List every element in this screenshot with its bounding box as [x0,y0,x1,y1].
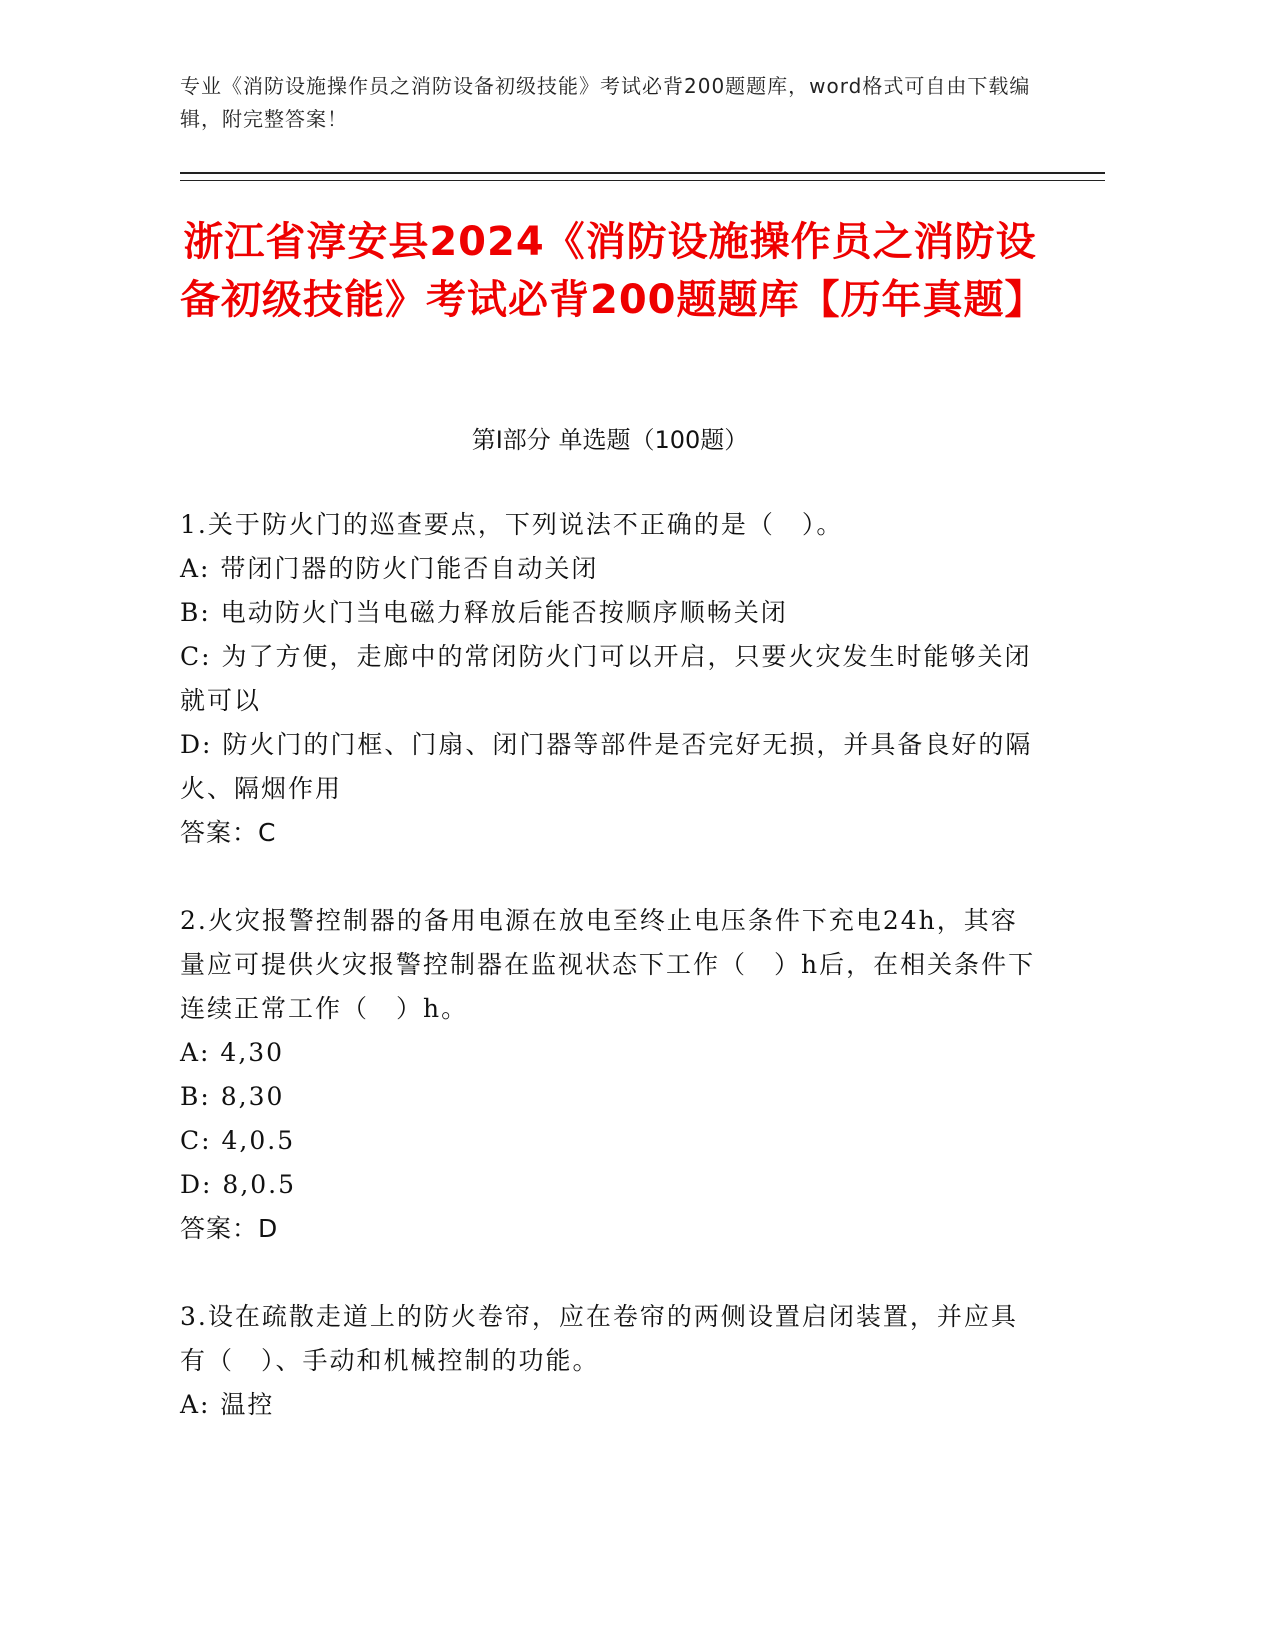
section-heading: 第I部分 单选题（100题） [471,426,749,454]
question-2 [180,899,1040,1251]
header-note: 专业《消防设施操作员之消防设备初级技能》考试必背200题题库，word格式可自由下载编辑，附完整答案！ [180,74,1031,131]
option-d: D: 防火门的门框、门扇、闭门器等部件是否完好无损，并具备良好的隔火、隔烟作用 [180,730,1033,803]
question-stem: 2.火灾报警控制器的备用电源在放电至终止电压条件下充电24h，其容量应可提供火灾报警控制器在监视状态下工作（ ）h后，在相关条件下连续正常工作（ ）h。 [180,906,1036,1023]
option-b: B: 电动防火门当电磁力释放后能否按顺序顺畅关闭 [180,598,788,627]
header-divider-thin [180,180,1105,181]
document-title: 浙江省淳安县2024《消防设施操作员之消防设备初级技能》考试必背200题题库【历年真题】 [180,219,1046,323]
option-c: C: 为了方便，走廊中的常闭防火门可以开启，只要火灾发生时能够关闭就可以 [180,642,1032,715]
question-1 [180,503,1040,855]
option-a: A: 4,30 [180,1038,285,1067]
question-stem: 3.设在疏散走道上的防火卷帘，应在卷帘的两侧设置启闭装置，并应具有（ ）、手动和机械控制的功能。 [180,1302,1018,1375]
header-divider-thick [180,172,1105,174]
answer-text: 答案：C [180,818,277,847]
answer-text: 答案：D [180,1214,279,1243]
question-stem: 1.关于防火门的巡查要点，下列说法不正确的是（ ）。 [180,510,844,539]
option-d: D: 8,0.5 [180,1170,297,1199]
option-b: B: 8,30 [180,1082,285,1111]
question-list [180,503,1040,1471]
option-a: A: 温控 [180,1390,275,1419]
option-a: A: 带闭门器的防火门能否自动关闭 [180,554,599,583]
question-3 [180,1295,1040,1427]
option-c: C: 4,0.5 [180,1126,296,1155]
